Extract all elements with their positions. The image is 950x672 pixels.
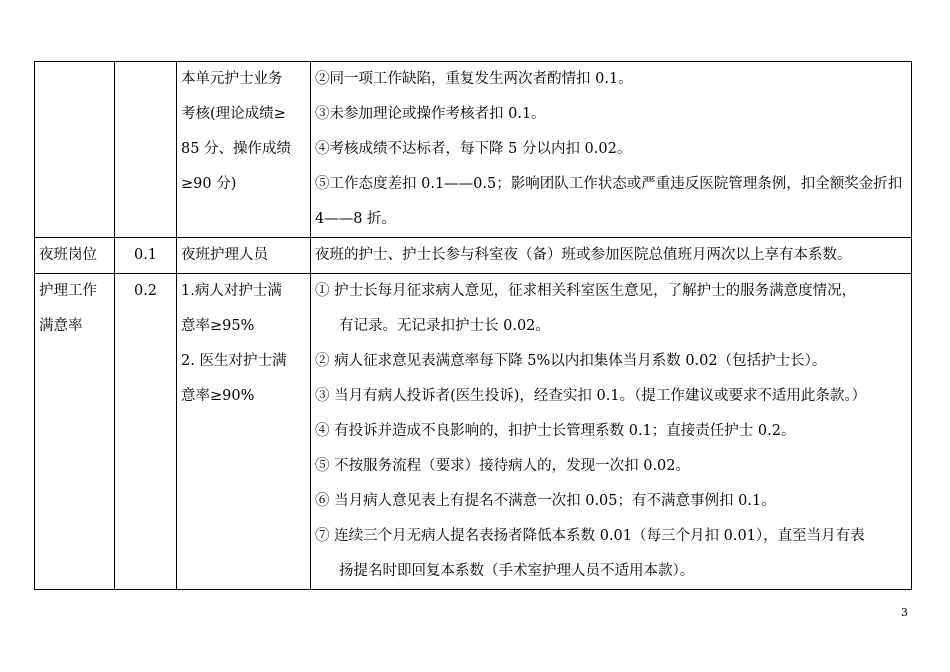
- criteria-line: 本单元护士业务: [181, 71, 283, 87]
- page-number: 3: [901, 606, 908, 619]
- category-cell: [35, 274, 115, 590]
- criteria-line: 意率≥95%: [181, 318, 255, 334]
- coefficient-cell: 0.2: [115, 274, 177, 590]
- criteria-line: 意率≥90%: [181, 388, 255, 404]
- criteria-line: 1.病人对护士满: [181, 283, 282, 299]
- criteria-line: 考核(理论成绩≥: [181, 106, 286, 122]
- rules-cell: [311, 238, 912, 274]
- category-line: 满意率: [39, 318, 83, 334]
- rule-item: ② 病人征求意见表满意率每下降 5%以内扣集体当月系数 0.02（包括护士长）。: [315, 353, 827, 369]
- rule-item: ⑤工作态度差扣 0.1——0.5；影响团队工作状态或严重违反医院管理条例，扣全额奖金折扣 4——8 折。: [315, 176, 903, 227]
- criteria-cell: [177, 62, 311, 238]
- table-row: [35, 62, 912, 238]
- rule-item: ②同一项工作缺陷，重复发生两次者酌情扣 0.1。: [315, 71, 633, 87]
- criteria-line: 85 分、操作成绩: [181, 141, 292, 157]
- category-cell: 夜班岗位: [35, 238, 115, 274]
- criteria-line: ≥90 分): [181, 176, 237, 192]
- table-row: [35, 274, 912, 590]
- rules-cell: [311, 62, 912, 238]
- rule-item-continuation: 有记录。无记录扣护士长 0.02。: [339, 318, 550, 334]
- coefficient-cell: 0.1: [115, 238, 177, 274]
- rule-item: ③未参加理论或操作考核者扣 0.1。: [315, 106, 546, 122]
- assessment-table: [34, 61, 912, 590]
- category-cell: [35, 62, 115, 238]
- rule-item: ⑤ 不按服务流程（要求）接待病人的，发现一次扣 0.02。: [315, 458, 691, 474]
- criteria-cell: [177, 238, 311, 274]
- rule-item: ⑥ 当月病人意见表上有提名不满意一次扣 0.05；有不满意事例扣 0.1。: [315, 493, 776, 509]
- rule-item: 夜班的护士、护士长参与科室夜（备）班或参加医院总值班月两次以上享有本系数。: [315, 247, 852, 263]
- rule-item: ③ 当月有病人投诉者(医生投诉)，经查实扣 0.1。（提工作建议或要求不适用此条款。）: [315, 388, 867, 404]
- rule-item: ④考核成绩不达标者，每下降 5 分以内扣 0.02。: [315, 141, 632, 157]
- criteria-line: 夜班护理人员: [181, 247, 268, 263]
- category-line: 护理工作: [39, 283, 97, 299]
- rule-item-continuation: 扬提名时即回复本系数（手术室护理人员不适用本款）。: [339, 563, 695, 579]
- table-row: [35, 238, 912, 274]
- criteria-cell: [177, 274, 311, 590]
- coefficient-cell: [115, 62, 177, 238]
- rule-item: ① 护士长每月征求病人意见，征求相关科室医生意见，了解护士的服务满意度情况，: [315, 283, 857, 299]
- rules-cell: [311, 274, 912, 590]
- rule-item: ⑦ 连续三个月无病人提名表扬者降低本系数 0.01（每三个月扣 0.01），直至当月有表: [315, 528, 865, 544]
- rule-item: ④ 有投诉并造成不良影响的，扣护士长管理系数 0.1；直接责任护士 0.2。: [315, 423, 796, 439]
- criteria-line: 2. 医生对护士满: [181, 353, 287, 369]
